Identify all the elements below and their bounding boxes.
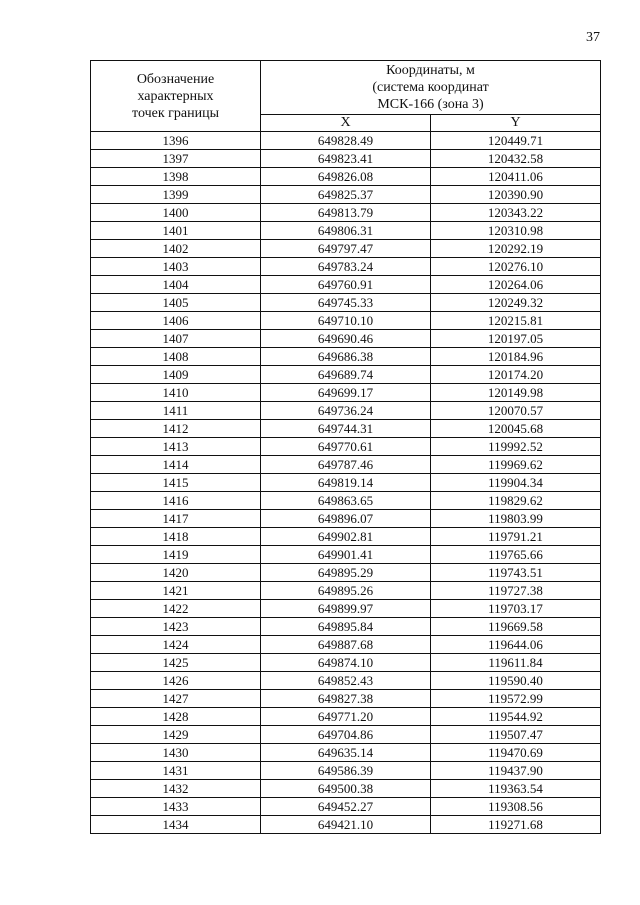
x-coordinate-cell: 649586.39 bbox=[261, 762, 431, 780]
y-coordinate-cell: 119572.99 bbox=[431, 690, 601, 708]
point-id-cell: 1414 bbox=[91, 456, 261, 474]
y-coordinate-cell: 120184.96 bbox=[431, 348, 601, 366]
table-row bbox=[91, 708, 601, 726]
x-coordinate-cell: 649736.24 bbox=[261, 402, 431, 420]
header-y: Y bbox=[431, 115, 601, 132]
point-id-cell: 1398 bbox=[91, 168, 261, 186]
y-coordinate-cell: 119644.06 bbox=[431, 636, 601, 654]
x-coordinate-cell: 649823.41 bbox=[261, 150, 431, 168]
table-row bbox=[91, 312, 601, 330]
point-id-cell: 1402 bbox=[91, 240, 261, 258]
header-point-designation bbox=[91, 61, 261, 132]
header-coordinates bbox=[261, 61, 601, 115]
table-header bbox=[91, 61, 601, 132]
table-row bbox=[91, 240, 601, 258]
x-coordinate-cell: 649895.26 bbox=[261, 582, 431, 600]
table-row bbox=[91, 726, 601, 744]
point-id-cell: 1427 bbox=[91, 690, 261, 708]
header-coordinates-line: Координаты, м bbox=[386, 63, 475, 78]
x-coordinate-cell: 649828.49 bbox=[261, 132, 431, 150]
table-row bbox=[91, 528, 601, 546]
y-coordinate-cell: 119765.66 bbox=[431, 546, 601, 564]
point-id-cell: 1415 bbox=[91, 474, 261, 492]
x-coordinate-cell: 649887.68 bbox=[261, 636, 431, 654]
y-coordinate-cell: 119803.99 bbox=[431, 510, 601, 528]
y-coordinate-cell: 120292.19 bbox=[431, 240, 601, 258]
x-coordinate-cell: 649813.79 bbox=[261, 204, 431, 222]
y-coordinate-cell: 119611.84 bbox=[431, 654, 601, 672]
y-coordinate-cell: 119507.47 bbox=[431, 726, 601, 744]
y-coordinate-cell: 119904.34 bbox=[431, 474, 601, 492]
table-row bbox=[91, 564, 601, 582]
point-id-cell: 1409 bbox=[91, 366, 261, 384]
x-coordinate-cell: 649421.10 bbox=[261, 816, 431, 834]
x-coordinate-cell: 649896.07 bbox=[261, 510, 431, 528]
table-row bbox=[91, 294, 601, 312]
table-row bbox=[91, 366, 601, 384]
x-coordinate-cell: 649690.46 bbox=[261, 330, 431, 348]
coordinates-table bbox=[90, 60, 601, 834]
x-coordinate-cell: 649704.86 bbox=[261, 726, 431, 744]
table-row bbox=[91, 258, 601, 276]
y-coordinate-cell: 119590.40 bbox=[431, 672, 601, 690]
y-coordinate-cell: 120215.81 bbox=[431, 312, 601, 330]
x-coordinate-cell: 649452.27 bbox=[261, 798, 431, 816]
x-coordinate-cell: 649710.10 bbox=[261, 312, 431, 330]
table-row bbox=[91, 582, 601, 600]
x-coordinate-cell: 649760.91 bbox=[261, 276, 431, 294]
x-coordinate-cell: 649825.37 bbox=[261, 186, 431, 204]
point-id-cell: 1433 bbox=[91, 798, 261, 816]
point-id-cell: 1399 bbox=[91, 186, 261, 204]
table-row bbox=[91, 546, 601, 564]
table-row bbox=[91, 402, 601, 420]
point-id-cell: 1431 bbox=[91, 762, 261, 780]
x-coordinate-cell: 649863.65 bbox=[261, 492, 431, 510]
point-id-cell: 1424 bbox=[91, 636, 261, 654]
y-coordinate-cell: 119271.68 bbox=[431, 816, 601, 834]
x-coordinate-cell: 649819.14 bbox=[261, 474, 431, 492]
y-coordinate-cell: 120070.57 bbox=[431, 402, 601, 420]
y-coordinate-cell: 120249.32 bbox=[431, 294, 601, 312]
y-coordinate-cell: 119669.58 bbox=[431, 618, 601, 636]
point-id-cell: 1404 bbox=[91, 276, 261, 294]
y-coordinate-cell: 119470.69 bbox=[431, 744, 601, 762]
y-coordinate-cell: 120432.58 bbox=[431, 150, 601, 168]
point-id-cell: 1406 bbox=[91, 312, 261, 330]
x-coordinate-cell: 649745.33 bbox=[261, 294, 431, 312]
point-id-cell: 1410 bbox=[91, 384, 261, 402]
x-coordinate-cell: 649770.61 bbox=[261, 438, 431, 456]
page-number: 37 bbox=[586, 30, 600, 45]
table-row bbox=[91, 456, 601, 474]
x-coordinate-cell: 649500.38 bbox=[261, 780, 431, 798]
point-id-cell: 1408 bbox=[91, 348, 261, 366]
point-id-cell: 1417 bbox=[91, 510, 261, 528]
point-id-cell: 1412 bbox=[91, 420, 261, 438]
header-coordinates-line: (система координат bbox=[372, 80, 489, 95]
table-row bbox=[91, 600, 601, 618]
y-coordinate-cell: 119791.21 bbox=[431, 528, 601, 546]
x-coordinate-cell: 649901.41 bbox=[261, 546, 431, 564]
table-row bbox=[91, 654, 601, 672]
table-row bbox=[91, 276, 601, 294]
x-coordinate-cell: 649852.43 bbox=[261, 672, 431, 690]
y-coordinate-cell: 120411.06 bbox=[431, 168, 601, 186]
table-row bbox=[91, 780, 601, 798]
point-id-cell: 1405 bbox=[91, 294, 261, 312]
y-coordinate-cell: 120449.71 bbox=[431, 132, 601, 150]
point-id-cell: 1426 bbox=[91, 672, 261, 690]
table-row bbox=[91, 168, 601, 186]
y-coordinate-cell: 119743.51 bbox=[431, 564, 601, 582]
point-id-cell: 1422 bbox=[91, 600, 261, 618]
header-point-designation-line: Обозначение bbox=[136, 71, 215, 87]
table-row bbox=[91, 690, 601, 708]
x-coordinate-cell: 649874.10 bbox=[261, 654, 431, 672]
y-coordinate-cell: 120174.20 bbox=[431, 366, 601, 384]
point-id-cell: 1403 bbox=[91, 258, 261, 276]
y-coordinate-cell: 120149.98 bbox=[431, 384, 601, 402]
y-coordinate-cell: 119437.90 bbox=[431, 762, 601, 780]
x-coordinate-cell: 649783.24 bbox=[261, 258, 431, 276]
header-point-designation-line: точек границы bbox=[132, 105, 219, 121]
y-coordinate-cell: 119969.62 bbox=[431, 456, 601, 474]
table-row bbox=[91, 204, 601, 222]
table-row bbox=[91, 672, 601, 690]
x-coordinate-cell: 649827.38 bbox=[261, 690, 431, 708]
point-id-cell: 1421 bbox=[91, 582, 261, 600]
x-coordinate-cell: 649744.31 bbox=[261, 420, 431, 438]
x-coordinate-cell: 649686.38 bbox=[261, 348, 431, 366]
table-row bbox=[91, 222, 601, 240]
table-row bbox=[91, 348, 601, 366]
x-coordinate-cell: 649895.84 bbox=[261, 618, 431, 636]
y-coordinate-cell: 119727.38 bbox=[431, 582, 601, 600]
point-id-cell: 1400 bbox=[91, 204, 261, 222]
point-id-cell: 1430 bbox=[91, 744, 261, 762]
y-coordinate-cell: 119703.17 bbox=[431, 600, 601, 618]
header-point-designation-line: характерных bbox=[137, 88, 214, 104]
table-row bbox=[91, 186, 601, 204]
y-coordinate-cell: 119363.54 bbox=[431, 780, 601, 798]
point-id-cell: 1401 bbox=[91, 222, 261, 240]
point-id-cell: 1416 bbox=[91, 492, 261, 510]
header-coordinates-line: МСК-166 (зона 3) bbox=[377, 97, 484, 112]
table-row bbox=[91, 816, 601, 834]
y-coordinate-cell: 120197.05 bbox=[431, 330, 601, 348]
table-row bbox=[91, 618, 601, 636]
table-row bbox=[91, 438, 601, 456]
y-coordinate-cell: 120390.90 bbox=[431, 186, 601, 204]
table-row bbox=[91, 636, 601, 654]
x-coordinate-cell: 649895.29 bbox=[261, 564, 431, 582]
table-row bbox=[91, 762, 601, 780]
point-id-cell: 1420 bbox=[91, 564, 261, 582]
y-coordinate-cell: 119992.52 bbox=[431, 438, 601, 456]
x-coordinate-cell: 649635.14 bbox=[261, 744, 431, 762]
table-row bbox=[91, 492, 601, 510]
y-coordinate-cell: 120310.98 bbox=[431, 222, 601, 240]
point-id-cell: 1425 bbox=[91, 654, 261, 672]
x-coordinate-cell: 649797.47 bbox=[261, 240, 431, 258]
point-id-cell: 1407 bbox=[91, 330, 261, 348]
table-row bbox=[91, 474, 601, 492]
x-coordinate-cell: 649699.17 bbox=[261, 384, 431, 402]
x-coordinate-cell: 649826.08 bbox=[261, 168, 431, 186]
point-id-cell: 1413 bbox=[91, 438, 261, 456]
table-row bbox=[91, 510, 601, 528]
y-coordinate-cell: 120264.06 bbox=[431, 276, 601, 294]
x-coordinate-cell: 649689.74 bbox=[261, 366, 431, 384]
x-coordinate-cell: 649902.81 bbox=[261, 528, 431, 546]
point-id-cell: 1434 bbox=[91, 816, 261, 834]
point-id-cell: 1429 bbox=[91, 726, 261, 744]
x-coordinate-cell: 649771.20 bbox=[261, 708, 431, 726]
point-id-cell: 1428 bbox=[91, 708, 261, 726]
y-coordinate-cell: 119829.62 bbox=[431, 492, 601, 510]
table-row bbox=[91, 384, 601, 402]
y-coordinate-cell: 119544.92 bbox=[431, 708, 601, 726]
x-coordinate-cell: 649899.97 bbox=[261, 600, 431, 618]
table-row bbox=[91, 150, 601, 168]
point-id-cell: 1423 bbox=[91, 618, 261, 636]
header-x: X bbox=[261, 115, 431, 132]
point-id-cell: 1418 bbox=[91, 528, 261, 546]
point-id-cell: 1396 bbox=[91, 132, 261, 150]
point-id-cell: 1411 bbox=[91, 402, 261, 420]
x-coordinate-cell: 649806.31 bbox=[261, 222, 431, 240]
y-coordinate-cell: 120276.10 bbox=[431, 258, 601, 276]
table-row bbox=[91, 798, 601, 816]
point-id-cell: 1397 bbox=[91, 150, 261, 168]
table-row bbox=[91, 420, 601, 438]
table-body bbox=[91, 132, 601, 834]
y-coordinate-cell: 120343.22 bbox=[431, 204, 601, 222]
table-row bbox=[91, 330, 601, 348]
y-coordinate-cell: 120045.68 bbox=[431, 420, 601, 438]
table-row bbox=[91, 132, 601, 150]
y-coordinate-cell: 119308.56 bbox=[431, 798, 601, 816]
x-coordinate-cell: 649787.46 bbox=[261, 456, 431, 474]
point-id-cell: 1432 bbox=[91, 780, 261, 798]
point-id-cell: 1419 bbox=[91, 546, 261, 564]
table-row bbox=[91, 744, 601, 762]
